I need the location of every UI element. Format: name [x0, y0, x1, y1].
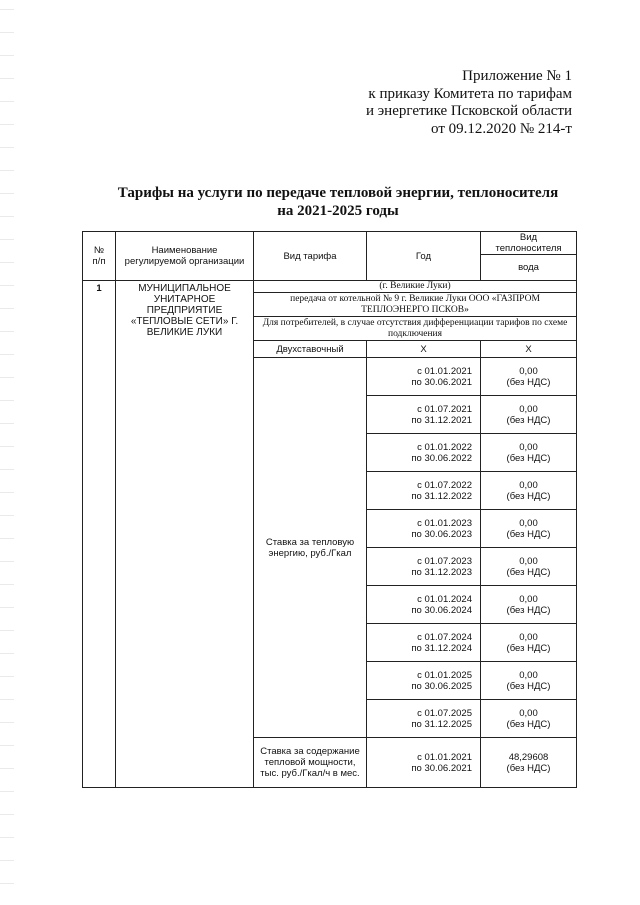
vat-note: (без НДС)	[506, 680, 551, 692]
period-cell	[367, 548, 481, 586]
tariff-value-cell	[481, 738, 577, 788]
header-tariff-type: Вид тарифа	[254, 232, 367, 281]
tariff-value-cell	[481, 586, 577, 624]
tariff-value: 0,00	[519, 365, 538, 377]
vat-note: (без НДС)	[506, 642, 551, 654]
period-cell	[367, 700, 481, 738]
tariff-value: 0,00	[519, 517, 538, 529]
two-part-value: Х	[481, 341, 577, 358]
period-to: по 31.12.2023	[411, 566, 472, 578]
tariff-value: 0,00	[519, 631, 538, 643]
appendix-line-2: к приказу Комитета по тарифам	[368, 85, 572, 102]
vat-note: (без НДС)	[506, 604, 551, 616]
tariff-value-cell	[481, 358, 577, 396]
appendix-line-4: от 09.12.2020 № 214-т	[431, 120, 572, 137]
tariff-value: 0,00	[519, 479, 538, 491]
period-from: с 01.01.2023	[417, 517, 472, 529]
period-cell	[367, 662, 481, 700]
location: (г. Великие Луки)	[254, 281, 577, 293]
period-from: с 01.07.2024	[417, 631, 472, 643]
tariff-value-cell	[481, 472, 577, 510]
consumer-group: Для потребителей, в случае отсутствия дифференциации тарифов по схеме подключения	[254, 317, 577, 341]
title-line-2: на 2021-2025 годы	[277, 203, 399, 219]
period-cell	[367, 738, 481, 788]
period-to: по 31.12.2021	[411, 414, 472, 426]
period-cell	[367, 434, 481, 472]
period-from: с 01.07.2021	[417, 403, 472, 415]
vat-note: (без НДС)	[506, 566, 551, 578]
tariff-value: 48,29608	[508, 751, 549, 763]
period-to: по 30.06.2021	[411, 376, 472, 388]
tariff-value: 0,00	[519, 555, 538, 567]
period-cell	[367, 472, 481, 510]
tariff-value-cell	[481, 700, 577, 738]
vat-note: (без НДС)	[506, 414, 551, 426]
period-to: по 30.06.2021	[411, 762, 472, 774]
period-from: с 01.01.2021	[417, 365, 472, 377]
organization-name: МУНИЦИПАЛЬНОЕ УНИТАРНОЕ ПРЕДПРИЯТИЕ «ТЕПЛОВЫЕ СЕТИ» Г. ВЕЛИКИЕ ЛУКИ	[116, 281, 254, 788]
scan-edge	[0, 0, 14, 905]
period-cell	[367, 624, 481, 662]
tariff-value-cell	[481, 548, 577, 586]
period-to: по 30.06.2023	[411, 528, 472, 540]
header-organization: Наименование регулируемой организации	[116, 232, 254, 281]
vat-note: (без НДС)	[506, 376, 551, 388]
period-cell	[367, 396, 481, 434]
vat-note: (без НДС)	[506, 452, 551, 464]
period-cell	[367, 358, 481, 396]
period-cell	[367, 586, 481, 624]
vat-note: (без НДС)	[506, 762, 551, 774]
period-from: с 01.07.2023	[417, 555, 472, 567]
two-part-label: Двухставочный	[254, 341, 367, 358]
period-from: с 01.01.2022	[417, 441, 472, 453]
period-to: по 30.06.2022	[411, 452, 472, 464]
header-carrier: Вид теплоносителя	[481, 232, 577, 255]
tariff-value-cell	[481, 434, 577, 472]
period-to: по 31.12.2024	[411, 642, 472, 654]
row-number: 1	[83, 281, 116, 788]
header-carrier-water: вода	[481, 255, 577, 281]
vat-note: (без НДС)	[506, 490, 551, 502]
capacity-rate-label: Ставка за содержание тепловой мощности, тыс. руб./Гкал/ч в мес.	[254, 738, 367, 788]
document-title	[96, 184, 580, 220]
appendix-reference	[350, 68, 572, 138]
tariff-value: 0,00	[519, 707, 538, 719]
header-row	[83, 232, 577, 255]
period-from: с 01.01.2025	[417, 669, 472, 681]
tariff-value-cell	[481, 396, 577, 434]
appendix-line-1: Приложение № 1	[462, 68, 572, 84]
two-part-year: Х	[367, 341, 481, 358]
period-from: с 01.01.2024	[417, 593, 472, 605]
tariff-value-cell	[481, 510, 577, 548]
header-year: Год	[367, 232, 481, 281]
appendix-line-3: и энергетике Псковской области	[365, 103, 572, 119]
period-from: с 01.07.2022	[417, 479, 472, 491]
period-to: по 31.12.2022	[411, 490, 472, 502]
period-to: по 31.12.2025	[411, 718, 472, 730]
energy-rate-label: Ставка за тепловую энергию, руб./Гкал	[254, 358, 367, 738]
location-row	[83, 281, 577, 293]
period-from: с 01.01.2021	[417, 751, 472, 763]
vat-note: (без НДС)	[506, 718, 551, 730]
transfer-source: передача от котельной № 9 г. Великие Луки ООО «ГАЗПРОМ ТЕПЛОЭНЕРГО ПСКОВ»	[254, 293, 577, 317]
period-cell	[367, 510, 481, 548]
tariff-value: 0,00	[519, 593, 538, 605]
tariff-value: 0,00	[519, 403, 538, 415]
tariff-table	[82, 231, 577, 788]
tariff-value-cell	[481, 624, 577, 662]
tariff-value: 0,00	[519, 669, 538, 681]
period-from: с 01.07.2025	[417, 707, 472, 719]
period-to: по 30.06.2024	[411, 604, 472, 616]
tariff-value: 0,00	[519, 441, 538, 453]
period-to: по 30.06.2025	[411, 680, 472, 692]
header-number: № п/п	[83, 232, 116, 281]
title-line-1: Тарифы на услуги по передаче тепловой энергии, теплоносителя	[117, 185, 559, 201]
tariff-value-cell	[481, 662, 577, 700]
vat-note: (без НДС)	[506, 528, 551, 540]
